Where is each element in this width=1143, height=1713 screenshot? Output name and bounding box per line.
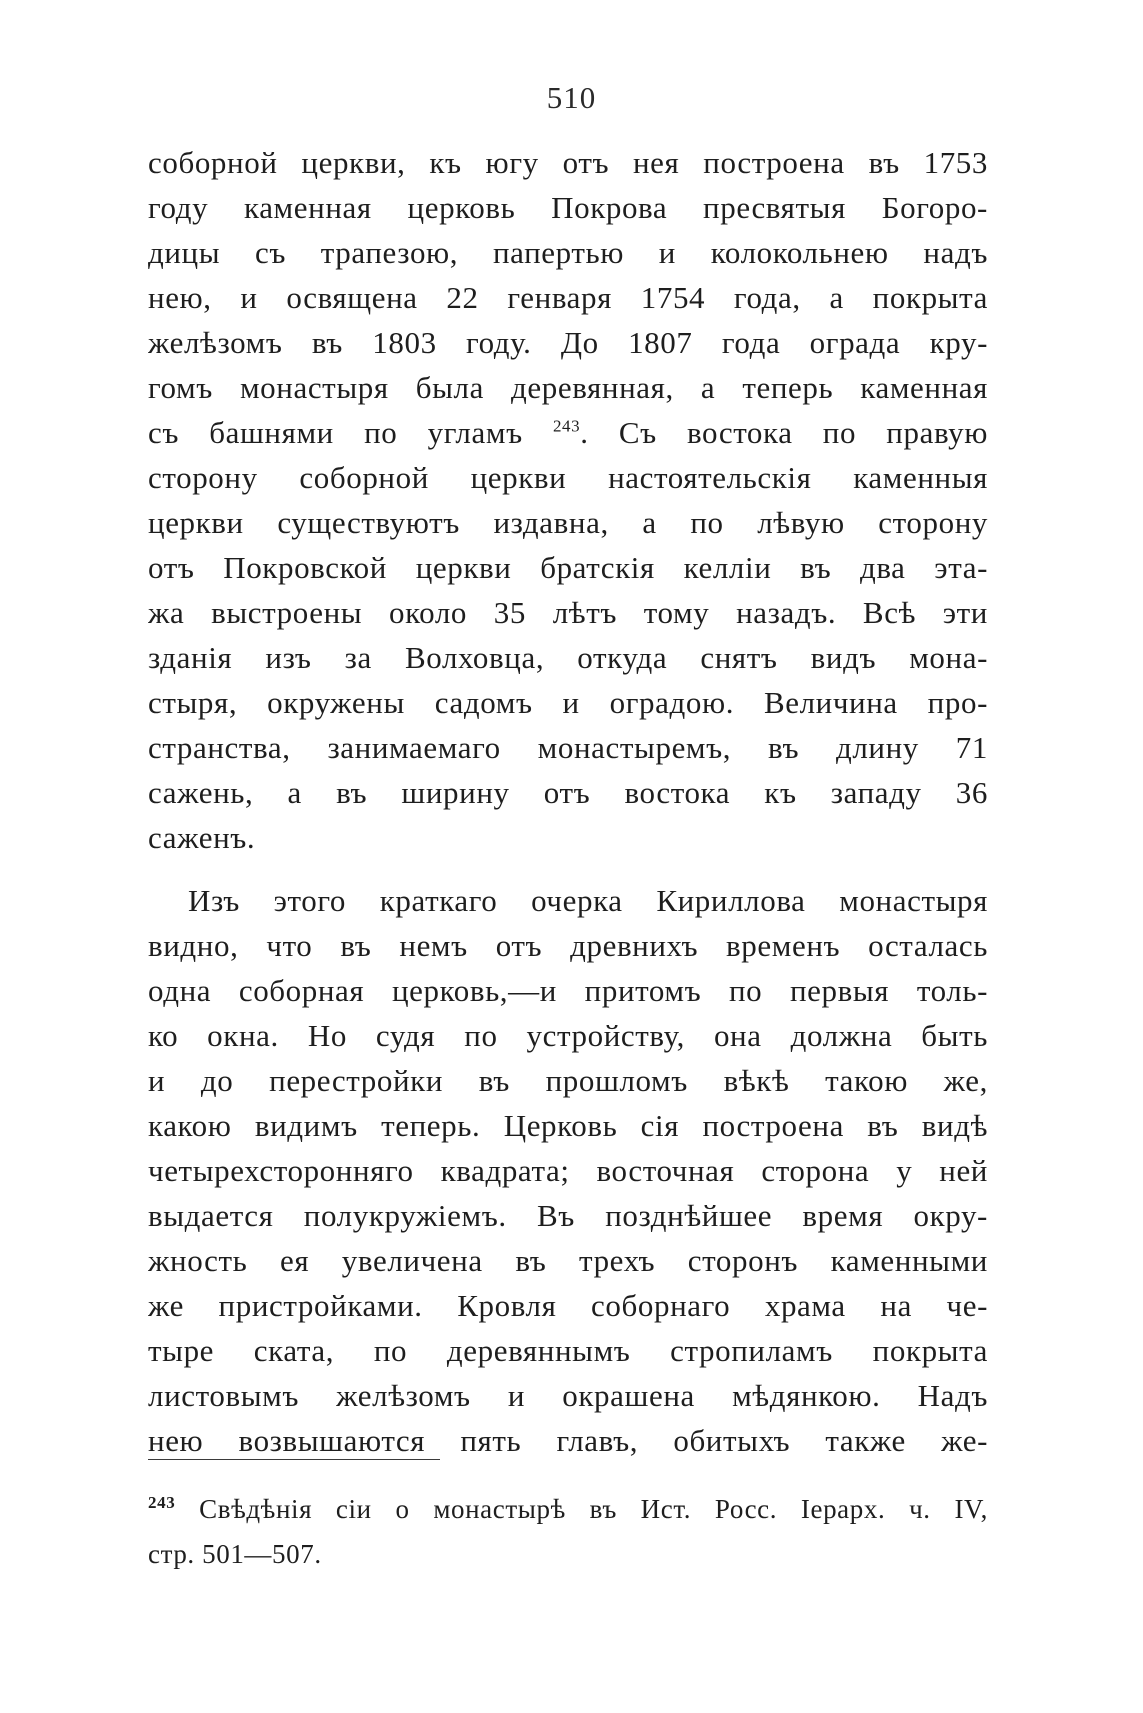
text-line: сажень, а въ ширину отъ востока къ западу 36 xyxy=(148,775,988,810)
paragraph-gap xyxy=(148,860,988,878)
text-line: саженъ. xyxy=(148,820,256,855)
text-line: отъ Покровской церкви братскія келліи въ два эта- xyxy=(148,550,988,585)
text-line: жность ея увеличена въ трехъ сторонъ каменными xyxy=(148,1243,988,1278)
text-line: ко окна. Но судя по устройству, она должна быть xyxy=(148,1018,988,1053)
text-line: четырехсторонняго квадрата; восточная сторона у ней xyxy=(148,1153,988,1188)
text-line: нею возвышаются пять главъ, обитыхъ также же- xyxy=(148,1423,988,1458)
text-line: желѣзомъ въ 1803 году. До 1807 года ограда кру- xyxy=(148,325,988,360)
text-line: гомъ монастыря была деревянная, а теперь каменная xyxy=(148,370,988,405)
text-line: сторону соборной церкви настоятельскія каменныя xyxy=(148,460,988,495)
text-line-with-footnote-ref xyxy=(148,410,988,455)
text-line: зданія изъ за Волховца, откуда снятъ видъ мона- xyxy=(148,640,988,675)
footnote-divider xyxy=(148,1459,440,1460)
text-line: тыре ската, по деревяннымъ стропиламъ покрыта xyxy=(148,1333,988,1368)
text-line: году каменная церковь Покрова пресвятыя Богоро- xyxy=(148,190,988,225)
text-line: Изъ этого краткаго очерка Кириллова монастыря xyxy=(188,883,988,918)
footnote-line: стр. 501—507. xyxy=(148,1539,322,1569)
footnote xyxy=(148,1488,988,1578)
page-number: 510 xyxy=(546,80,597,115)
text-line: видно, что въ немъ отъ древнихъ временъ осталась xyxy=(148,928,988,963)
text-line: же пристройками. Кровля соборнаго храма на че- xyxy=(148,1288,988,1323)
text-line: нею, и освящена 22 генваря 1754 года, а покрыта xyxy=(148,280,988,315)
text-line: стыря, окружены садомъ и оградою. Величина про- xyxy=(148,685,988,720)
footnote-text: Свѣдѣнія сіи о монастырѣ въ Ист. Росс. Іерарх. ч. IV, xyxy=(199,1494,988,1524)
text-line: листовымъ желѣзомъ и окрашена мѣдянкою. Надъ xyxy=(148,1378,988,1413)
text-line: странства, занимаемаго монастыремъ, въ длину 71 xyxy=(148,730,988,765)
text-fragment: . Съ востока по правую xyxy=(580,415,988,450)
footnote-line xyxy=(148,1488,988,1533)
text-line: и до перестройки въ прошломъ вѣкѣ такою же, xyxy=(148,1063,988,1098)
footnote-marker: 243 xyxy=(148,1493,176,1512)
text-line: жа выстроены около 35 лѣтъ тому назадъ. Всѣ эти xyxy=(148,595,988,630)
text-line: церкви существуютъ издавна, а по лѣвую сторону xyxy=(148,505,988,540)
footnote-reference: 243 xyxy=(552,416,581,436)
main-text-body xyxy=(148,140,988,1463)
text-fragment: съ башнями по угламъ xyxy=(148,415,523,450)
text-line: одна соборная церковь,—и притомъ по первыя толь- xyxy=(148,973,988,1008)
text-line: выдается полукружіемъ. Въ позднѣйшее время окру- xyxy=(148,1198,988,1233)
text-line: дицы съ трапезою, папертью и колокольнею надъ xyxy=(148,235,988,270)
text-line: какою видимъ теперь. Церковь сія построена въ видѣ xyxy=(148,1108,988,1143)
text-line: соборной церкви, къ югу отъ нея построена въ 1753 xyxy=(148,145,988,180)
